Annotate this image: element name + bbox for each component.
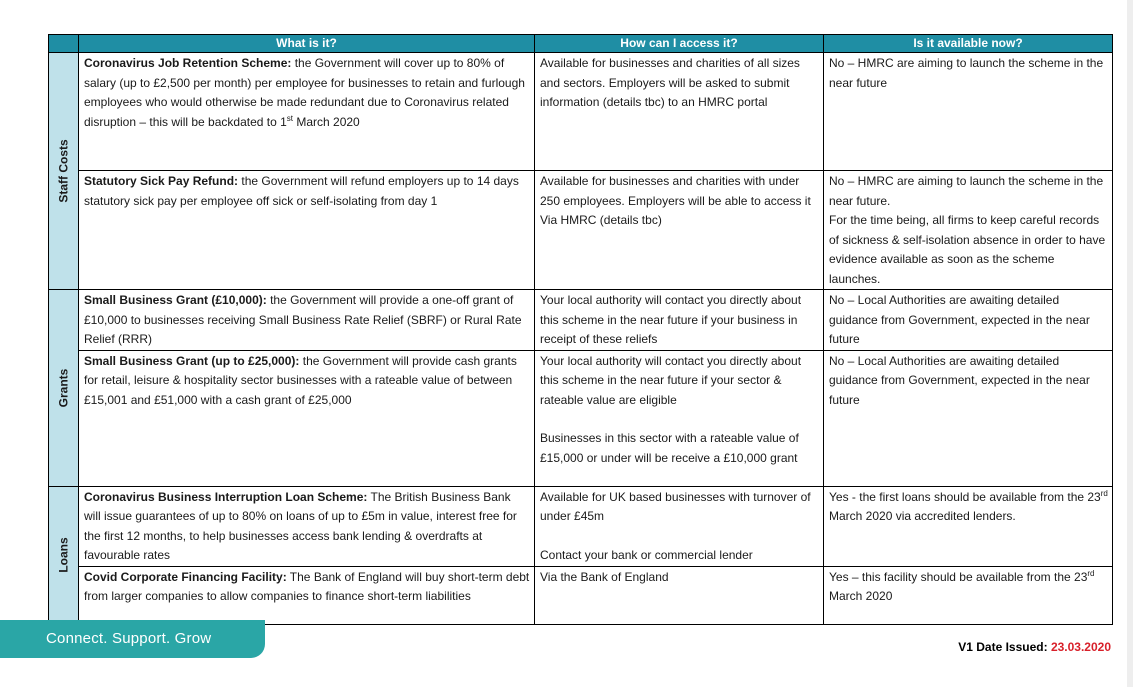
ordinal-suffix: rd — [1100, 488, 1108, 498]
availability-status-end: March 2020 via accredited lenders. — [829, 509, 1016, 523]
what-cell — [79, 53, 535, 171]
access-text: Your local authority will contact you directly about this scheme in the near future if your sector & rateable value are eligible — [540, 353, 802, 407]
table-row — [49, 53, 1113, 171]
availability-status: Yes - the first loans should be available from the 23 — [829, 489, 1101, 504]
table-row — [49, 486, 1113, 566]
available-cell — [824, 171, 1113, 290]
scheme-description: the Government will provide cash grants for retail, leisure & hospitality sector businesses with a rateable value of between £15,001 and £51,000 with a cash grant of £25,000 — [84, 353, 517, 407]
category-label: Staff Costs — [55, 139, 70, 203]
access-note: Businesses in this sector with a rateable value of £15,000 or under will be receive a £10,000 grant — [540, 431, 799, 465]
access-cell: Via the Bank of England — [535, 566, 824, 624]
access-cell: Your local authority will contact you directly about this scheme in the near future if your business in receipt of these reliefs — [535, 290, 824, 351]
what-cell — [79, 350, 535, 486]
table-header-row — [49, 35, 1113, 53]
scheme-description: the Government will cover up to 80% of salary (up to £2,500 per month) per employee for businesses to retain and furlough employees who would otherwise be made redundant due to Coronavirus related disruption – this will be backdated to 1 — [84, 56, 525, 129]
support-schemes-table — [48, 34, 1113, 625]
available-cell — [824, 566, 1113, 624]
access-cell: Available for businesses and charities with under 250 employees. Employers will be able to access it Via HMRC (details tbc) — [535, 171, 824, 290]
available-cell: No – HMRC are aiming to launch the scheme in the near future — [824, 53, 1113, 171]
header-what: What is it? — [79, 35, 535, 53]
scheme-description: The Bank of England will buy short-term debt from larger companies to allow companies to finance short-term liabilities — [84, 569, 530, 603]
availability-status: No – HMRC are aiming to launch the scheme in the near future. — [829, 174, 1104, 208]
header-corner — [49, 35, 79, 53]
scheme-title: Small Business Grant (£10,000): — [84, 293, 267, 307]
table-row — [49, 350, 1113, 486]
scheme-title: Coronavirus Business Interruption Loan Scheme: — [84, 489, 368, 504]
access-note: Contact your bank or commercial lender — [540, 547, 753, 562]
access-cell: Available for businesses and charities of all sizes and sectors. Employers will be asked to submit information (details tbc) to an HMRC portal — [535, 53, 824, 171]
tagline-banner — [0, 620, 265, 658]
spacer — [540, 410, 819, 429]
table-row — [49, 290, 1113, 351]
what-cell — [79, 486, 535, 566]
what-cell — [79, 566, 535, 624]
header-available: Is it available now? — [824, 35, 1113, 53]
access-text: Available for UK based businesses with turnover of under £45m — [540, 489, 811, 523]
table-row — [49, 566, 1113, 624]
scheme-title: Covid Corporate Financing Facility: — [84, 569, 287, 584]
tagline: Connect. Support. Grow — [46, 630, 212, 647]
scheme-title: Statutory Sick Pay Refund: — [84, 174, 239, 188]
available-cell: No – Local Authorities are awaiting detailed guidance from Government, expected in the near future — [824, 350, 1113, 486]
page-edge — [1127, 0, 1133, 687]
category-label: Loans — [55, 537, 70, 573]
scheme-description: the Government will provide a one-off grant of £10,000 to businesses receiving Small Business Rate Relief (SBRF) or Rural Rate Relief (RRR) — [84, 293, 522, 346]
availability-status-end: March 2020 — [829, 589, 893, 603]
availability-status: Yes – this facility should be available from the 23 — [829, 569, 1088, 584]
category-grants — [49, 290, 79, 487]
category-loans — [49, 486, 79, 624]
issued-date: 23.03.2020 — [1050, 640, 1111, 654]
table-row — [49, 171, 1113, 290]
scheme-title: Coronavirus Job Retention Scheme: — [84, 56, 292, 70]
scheme-description: the Government will refund employers up to 14 days statutory sick pay per employee off sick or self-isolating from day 1 — [84, 174, 519, 208]
category-label: Grants — [55, 368, 70, 408]
what-cell — [79, 171, 535, 290]
date-issued — [958, 640, 1111, 654]
availability-note: For the time being, all firms to keep careful records of sickness & self-isolation absence in order to have evidence available as soon as the scheme launches. — [829, 213, 1106, 286]
issued-label: V1 Date Issued: — [958, 640, 1051, 654]
scheme-description: The British Business Bank will issue guarantees of up to 80% on loans of up to £5m in value, interest free for the first 12 months, to help businesses access bank lending & overdrafts at favourable rates — [84, 489, 517, 562]
ordinal-suffix: st — [286, 113, 294, 123]
category-staff-costs — [49, 53, 79, 290]
available-cell — [824, 486, 1113, 566]
header-access: How can I access it? — [535, 35, 824, 53]
access-cell — [535, 486, 824, 566]
spacer — [540, 527, 819, 546]
what-cell — [79, 290, 535, 351]
available-cell: No – Local Authorities are awaiting detailed guidance from Government, expected in the near future — [824, 290, 1113, 351]
scheme-title: Small Business Grant (up to £25,000): — [84, 353, 300, 368]
scheme-description-end: March 2020 — [293, 114, 360, 129]
access-cell — [535, 350, 824, 486]
ordinal-suffix: rd — [1087, 568, 1095, 578]
